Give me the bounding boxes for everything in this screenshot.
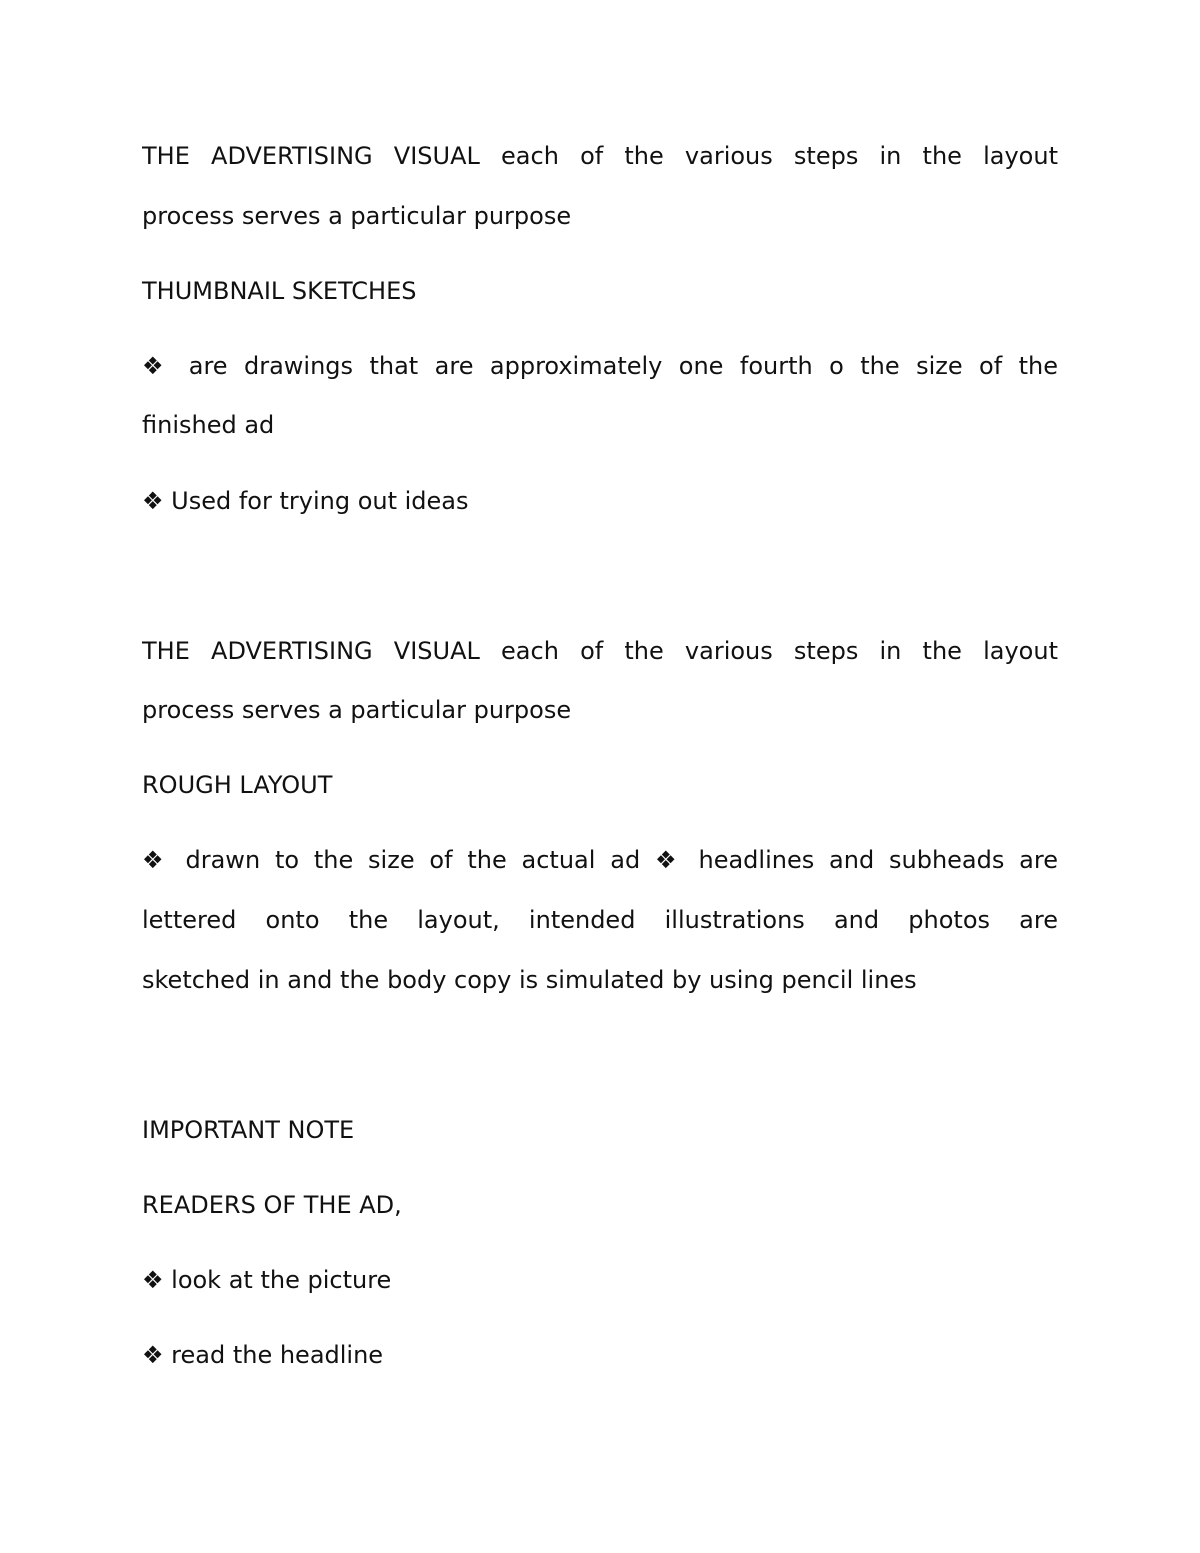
bullet-look-at-picture: ❖ look at the picture <box>142 1266 392 1294</box>
section-1-intro-line-2: process serves a particular purpose <box>142 202 572 230</box>
heading-rough-layout: ROUGH LAYOUT <box>142 771 333 799</box>
rough-layout-body-line-3: sketched in and the body copy is simulated by using pencil lines <box>142 966 917 994</box>
readers-of-the-ad: READERS OF THE AD, <box>142 1191 402 1219</box>
rough-layout-body-line-2: lettered onto the layout, intended illustrations and photos are <box>142 906 1058 934</box>
section-2-intro-line-2: process serves a particular purpose <box>142 696 572 724</box>
bullet-trying-out-ideas: ❖ Used for trying out ideas <box>142 487 469 515</box>
section-2-intro-line-1: THE ADVERTISING VISUAL each of the various steps in the layout <box>142 637 1058 665</box>
bullet-drawings-line-2: finished ad <box>142 411 275 439</box>
section-1-intro-line-1: THE ADVERTISING VISUAL each of the various steps in the layout <box>142 142 1058 170</box>
heading-important-note: IMPORTANT NOTE <box>142 1116 355 1144</box>
rough-layout-body-line-1: ❖ drawn to the size of the actual ad ❖ headlines and subheads are <box>142 846 1058 874</box>
heading-thumbnail-sketches: THUMBNAIL SKETCHES <box>142 277 417 305</box>
bullet-drawings-line-1: ❖ are drawings that are approximately one fourth o the size of the <box>142 352 1058 380</box>
bullet-read-headline: ❖ read the headline <box>142 1341 384 1369</box>
